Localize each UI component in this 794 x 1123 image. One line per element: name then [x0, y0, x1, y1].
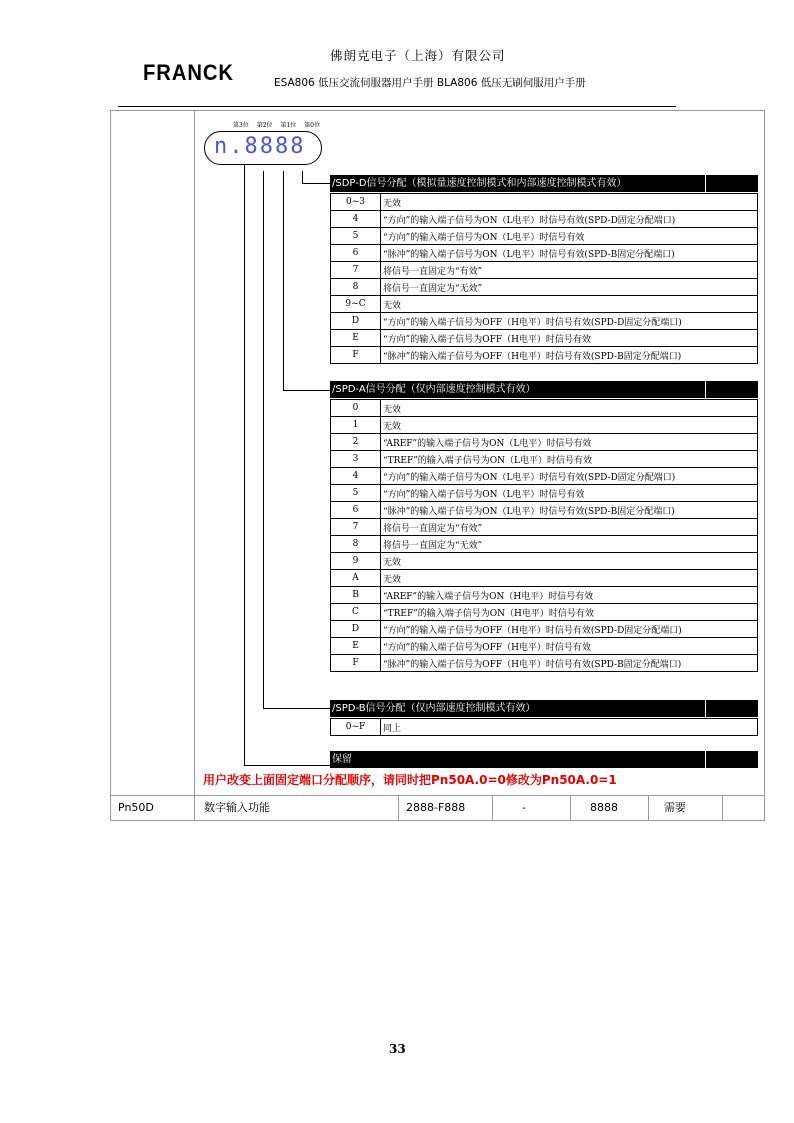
table-row: 2 “AREF”的输入端子信号为ON（L电平）时信号有效: [331, 434, 758, 451]
col-sep: [194, 795, 195, 821]
section-header-reserved: 保留: [330, 751, 758, 768]
parameter-table-divider: [194, 110, 195, 795]
connector-digit1-h: [283, 390, 330, 391]
table-row: F “脉冲”的输入端子信号为OFF（H电平）时信号有效(SPD-B固定分配端口): [331, 347, 758, 364]
col-sep: [648, 795, 649, 821]
connector-digit2-h: [263, 708, 330, 709]
param-range: 2888-F888: [406, 801, 466, 814]
page-number: 33: [389, 1042, 406, 1056]
table-row: 7 将信号一直固定为“有效”: [331, 262, 758, 279]
col-sep: [570, 795, 571, 821]
param-unit: -: [522, 801, 526, 814]
param-restart: 需要: [664, 801, 686, 814]
table-row: 6 “脉冲”的输入端子信号为ON（L电平）时信号有效(SPD-B固定分配端口): [331, 245, 758, 262]
connector-digit3: [244, 165, 245, 766]
connector-digit1: [283, 171, 284, 391]
table-row: F “脉冲”的输入端子信号为OFF（H电平）时信号有效(SPD-B固定分配端口): [331, 655, 758, 672]
spd-b-table: [330, 718, 758, 736]
col-sep: [492, 795, 493, 821]
table-row: C “TREF”的输入端子信号为ON（H电平）时信号有效: [331, 604, 758, 621]
table-row: 9~C 无效: [331, 296, 758, 313]
connector-digit3-h: [244, 765, 330, 766]
section-header-spd-a: /SPD-A信号分配（仅内部速度控制模式有效）: [330, 381, 758, 398]
table-row: 5 “方向”的输入端子信号为ON（L电平）时信号有效: [331, 228, 758, 245]
col-sep: [722, 795, 723, 821]
table-row: 0~F 同上: [331, 719, 758, 736]
table-row: 0 无效: [331, 400, 758, 417]
table-row: 4 “方向”的输入端子信号为ON（L电平）时信号有效(SPD-D固定分配端口): [331, 211, 758, 228]
table-row: 4 “方向”的输入端子信号为ON（L电平）时信号有效(SPD-D固定分配端口): [331, 468, 758, 485]
table-row: 8 将信号一直固定为“无效”: [331, 536, 758, 553]
param-default: 8888: [590, 801, 618, 814]
franck-logo: FRANCK: [143, 60, 234, 85]
table-row: 1 无效: [331, 417, 758, 434]
table-row: E “方向”的输入端子信号为OFF（H电平）时信号有效: [331, 638, 758, 655]
port-assignment-note: 用户改变上面固定端口分配顺序，请同时把Pn50A.0=0修改为Pn50A.0=1: [203, 773, 617, 787]
table-row: 6 “脉冲”的输入端子信号为ON（L电平）时信号有效(SPD-B固定分配端口): [331, 502, 758, 519]
table-row: 8 将信号一直固定为“无效”: [331, 279, 758, 296]
table-row: D “方向”的输入端子信号为OFF（H电平）时信号有效(SPD-D固定分配端口): [331, 313, 758, 330]
table-row: B “AREF”的输入端子信号为ON（H电平）时信号有效: [331, 587, 758, 604]
table-row: E “方向”的输入端子信号为OFF（H电平）时信号有效: [331, 330, 758, 347]
param-code: Pn50D: [118, 801, 154, 814]
company-name: 佛朗克电子（上海）有限公司: [330, 48, 506, 63]
section-header-spd-d: /SDP-D信号分配（模拟量速度控制模式和内部速度控制模式有效）: [330, 175, 758, 192]
lcd-value: n.8888: [214, 134, 306, 159]
section-header-spd-b: /SPD-B信号分配（仅内部速度控制模式有效）: [330, 700, 758, 717]
col-sep: [398, 795, 399, 821]
table-row: A 无效: [331, 570, 758, 587]
manual-title: ESA806 低压交流伺服器用户手册 BLA806 低压无刷伺服用户手册: [274, 77, 586, 89]
table-row: 9 无效: [331, 553, 758, 570]
digit-position-labels: 第3位 第2位 第1位 第0位: [233, 122, 320, 129]
header-rule: [118, 106, 676, 107]
table-row: 5 “方向”的输入端子信号为ON（L电平）时信号有效: [331, 485, 758, 502]
table-row: D “方向”的输入端子信号为OFF（H电平）时信号有效(SPD-D固定分配端口): [331, 621, 758, 638]
spd-a-table: [330, 399, 758, 672]
table-row: 3 “TREF”的输入端子信号为ON（L电平）时信号有效: [331, 451, 758, 468]
connector-digit0-h: [302, 183, 330, 184]
spd-d-table: [330, 193, 758, 364]
table-row: 7 将信号一直固定为“有效”: [331, 519, 758, 536]
param-name: 数字输入功能: [204, 801, 270, 814]
connector-digit2: [263, 171, 264, 709]
table-row: 0~3 无效: [331, 194, 758, 211]
